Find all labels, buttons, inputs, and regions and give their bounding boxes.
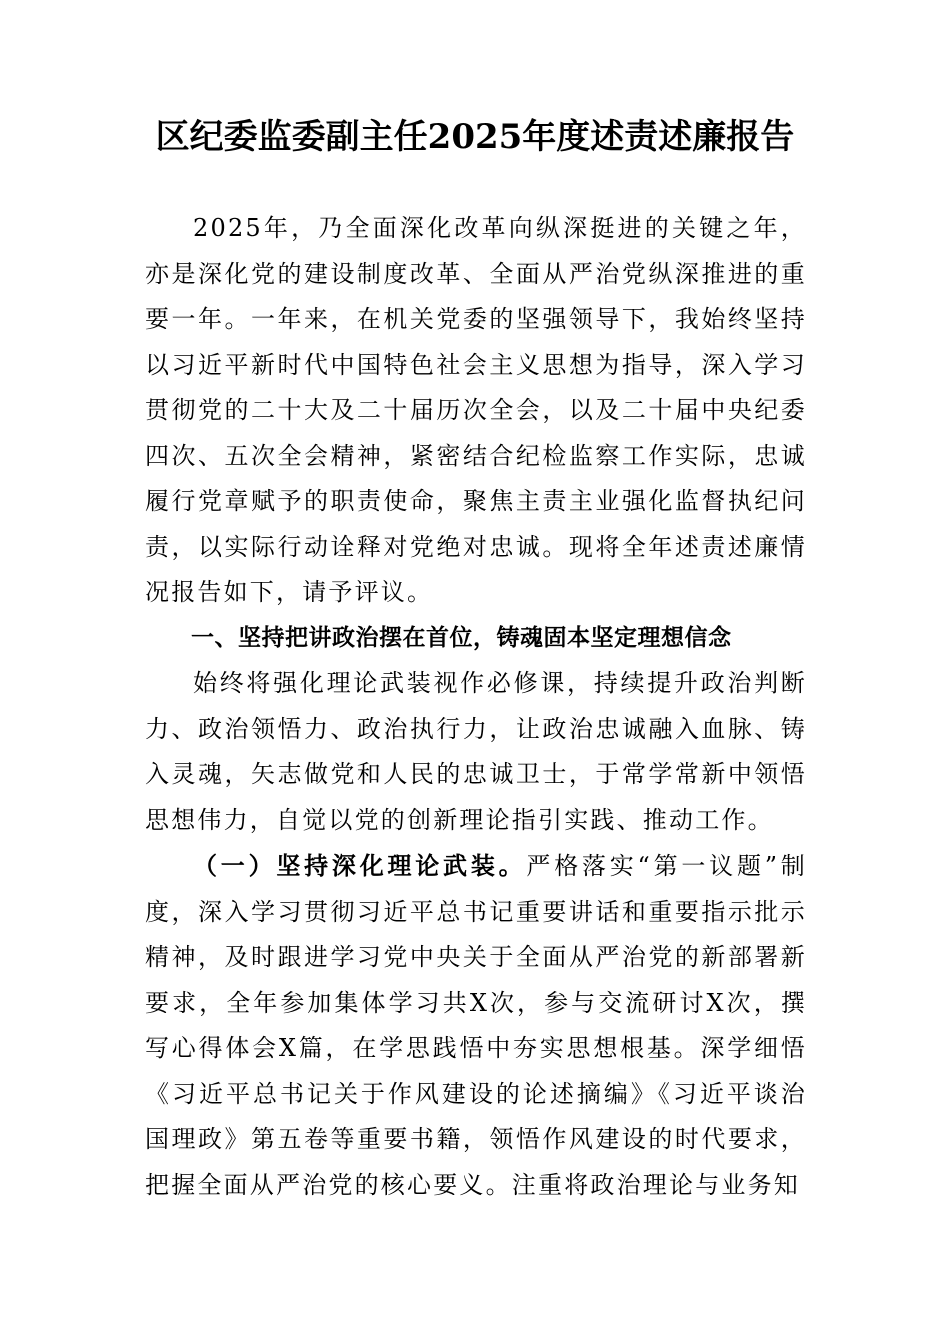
section-1-intro-paragraph: 始终将强化理论武装视作必修课，持续提升政治判断力、政治领悟力、政治执行力，让政治忠诚融入血脉、铸入灵魂，矢志做党和人民的忠诚卫士，于常学常新中领悟思想伟力，自觉以党的创新理论指引实践、推动工作。	[145, 669, 807, 834]
subsection-1-paragraph	[145, 843, 807, 1208]
subsection-1-text: 严格落实“第一议题”制度，深入学习贯彻习近平总书记重要讲话和重要指示批示精神，及时跟进学习党中央关于全面从严治党的新部署新要求，全年参加集体学习共X次，参与交流研讨X次，撰写心得体会X篇，在学思践悟中夯实思想根基。深学细悟《习近平总书记关于作风建设的论述摘编》《习近平谈治国理政》第五卷等重要书籍，领悟作风建设的时代要求，把握全面从严治党的核心要义。注重将政治理论与业务知	[145, 852, 807, 1199]
document-body	[145, 206, 807, 1208]
section-1-heading: 一、坚持把讲政治摆在首位，铸魂固本坚定理想信念	[191, 624, 732, 651]
document-title: 区纪委监委副主任2025年度述责述廉报告	[155, 117, 795, 157]
subsection-1-label: （一）坚持深化理论武装。	[193, 851, 527, 880]
intro-paragraph: 2025年，乃全面深化改革向纵深挺进的关键之年，亦是深化党的建设制度改革、全面从严治党纵深推进的重要一年。一年来，在机关党委的坚强领导下，我始终坚持以习近平新时代中国特色社会主义思想为指导，深入学习贯彻党的二十大及二十届历次全会，以及二十届中央纪委四次、五次全会精神，紧密结合纪检监察工作实际，忠诚履行党章赋予的职责使命，聚焦主责主业强化监督执纪问责，以实际行动诠释对党绝对忠诚。现将全年述责述廉情况报告如下，请予评议。	[145, 214, 807, 606]
